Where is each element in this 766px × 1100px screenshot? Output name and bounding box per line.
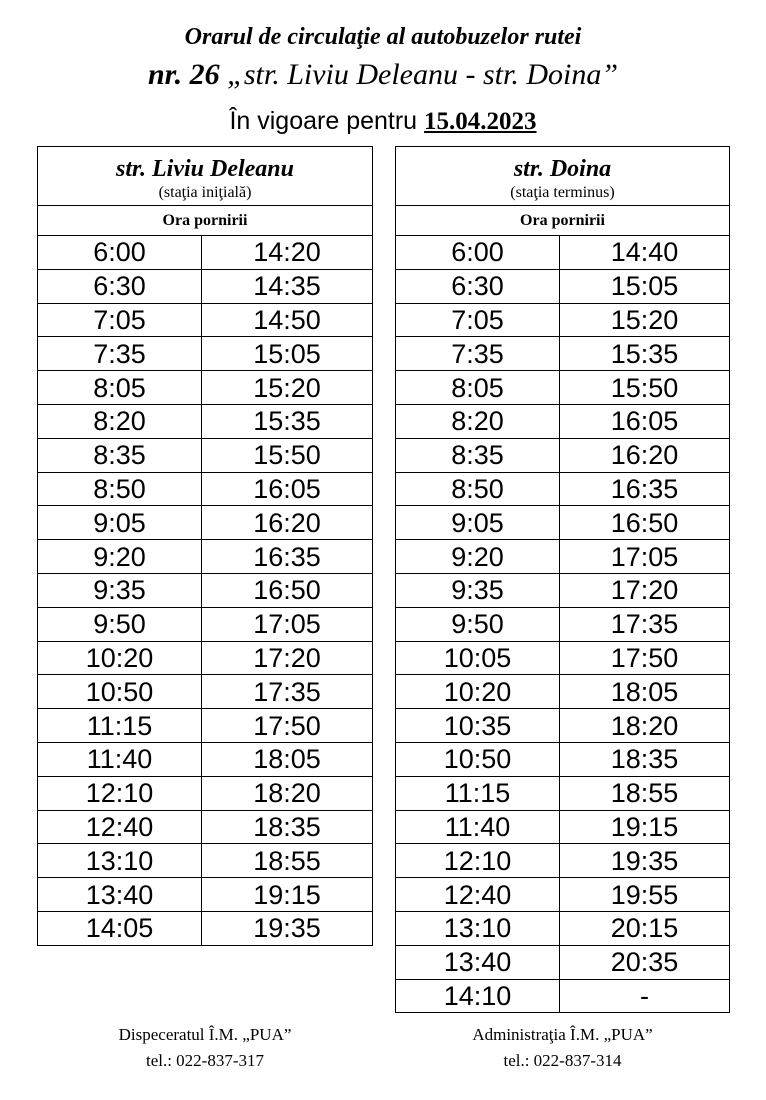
departure-time: 18:35 bbox=[202, 810, 373, 844]
departure-time: 15:05 bbox=[202, 337, 373, 371]
table-row bbox=[38, 337, 373, 371]
table-row bbox=[38, 641, 373, 675]
table-row bbox=[38, 371, 373, 405]
departure-time: 19:15 bbox=[560, 810, 730, 844]
departure-time: 8:20 bbox=[38, 404, 202, 438]
departure-time: 8:05 bbox=[396, 371, 560, 405]
departure-time: 13:10 bbox=[38, 844, 202, 878]
departure-time: 18:05 bbox=[560, 675, 730, 709]
table-row bbox=[396, 506, 730, 540]
table-row bbox=[396, 540, 730, 574]
departure-time: 8:35 bbox=[38, 438, 202, 472]
schedule-title: Orarul de circulaţie al autobuzelor rutei bbox=[184, 24, 582, 50]
departure-time: 8:50 bbox=[396, 472, 560, 506]
departure-time: 15:35 bbox=[560, 337, 730, 371]
validity-prefix: În vigoare pentru bbox=[229, 107, 418, 135]
table-row bbox=[396, 236, 730, 270]
departure-time: 9:50 bbox=[38, 607, 202, 641]
departure-time: 15:20 bbox=[560, 303, 730, 337]
departure-time: 17:05 bbox=[560, 540, 730, 574]
departure-time: 14:40 bbox=[560, 236, 730, 270]
table-row bbox=[38, 404, 373, 438]
departure-time: 20:35 bbox=[560, 945, 730, 979]
departure-time: 9:20 bbox=[38, 540, 202, 574]
left-station-header bbox=[38, 147, 373, 206]
departure-time: 12:40 bbox=[396, 878, 560, 912]
departure-time: 18:55 bbox=[202, 844, 373, 878]
departure-time: 18:20 bbox=[202, 776, 373, 810]
departure-time: 16:35 bbox=[560, 472, 730, 506]
departure-time: 6:00 bbox=[38, 236, 202, 270]
table-row bbox=[396, 675, 730, 709]
table-row bbox=[38, 810, 373, 844]
left-footer-office: Dispeceratul Î.M. „PUA” bbox=[118, 1025, 292, 1044]
table-row bbox=[38, 844, 373, 878]
table-row bbox=[38, 675, 373, 709]
route-title bbox=[0, 57, 766, 93]
departure-time: 15:50 bbox=[560, 371, 730, 405]
departure-time: 19:35 bbox=[202, 911, 373, 945]
table-row bbox=[396, 945, 730, 979]
departure-time: 11:40 bbox=[38, 742, 202, 776]
table-row bbox=[396, 911, 730, 945]
table-row bbox=[38, 236, 373, 270]
departure-time: 9:05 bbox=[38, 506, 202, 540]
departure-time: 18:05 bbox=[202, 742, 373, 776]
departure-time: 8:35 bbox=[396, 438, 560, 472]
departure-time: 8:50 bbox=[38, 472, 202, 506]
departure-time: 13:40 bbox=[396, 945, 560, 979]
departure-time: 17:50 bbox=[202, 709, 373, 743]
departure-time: 17:05 bbox=[202, 607, 373, 641]
departure-time: 15:05 bbox=[560, 269, 730, 303]
validity-line bbox=[0, 104, 766, 139]
table-row bbox=[396, 878, 730, 912]
right-station-type: (staţia terminus) bbox=[510, 184, 615, 201]
table-row bbox=[38, 472, 373, 506]
route-number: nr. 26 bbox=[147, 58, 220, 91]
departure-time: 14:05 bbox=[38, 911, 202, 945]
departure-time: 18:55 bbox=[560, 776, 730, 810]
departure-time: 14:20 bbox=[202, 236, 373, 270]
table-row bbox=[38, 303, 373, 337]
table-row bbox=[38, 776, 373, 810]
table-row bbox=[38, 269, 373, 303]
departure-time: 6:30 bbox=[38, 269, 202, 303]
departure-time: 12:10 bbox=[396, 844, 560, 878]
table-row bbox=[396, 641, 730, 675]
departure-time: 7:35 bbox=[38, 337, 202, 371]
departure-time: 6:00 bbox=[396, 236, 560, 270]
departure-time: 18:20 bbox=[560, 709, 730, 743]
departure-time: 16:35 bbox=[202, 540, 373, 574]
departure-time: 6:30 bbox=[396, 269, 560, 303]
table-row bbox=[396, 371, 730, 405]
departure-time: 16:20 bbox=[202, 506, 373, 540]
table-row bbox=[38, 911, 373, 945]
validity-date: 15.04.2023 bbox=[424, 108, 537, 135]
table-row bbox=[38, 506, 373, 540]
table-row bbox=[38, 540, 373, 574]
departure-time: 17:20 bbox=[560, 573, 730, 607]
table-row bbox=[396, 404, 730, 438]
table-row bbox=[38, 438, 373, 472]
departure-time: 9:05 bbox=[396, 506, 560, 540]
departure-time: 11:40 bbox=[396, 810, 560, 844]
left-footer-phone: tel.: 022-837-317 bbox=[145, 1051, 265, 1070]
left-departure-header: Ora pornirii bbox=[38, 206, 373, 236]
departure-time: 7:05 bbox=[396, 303, 560, 337]
departure-time: 17:20 bbox=[202, 641, 373, 675]
departure-time: - bbox=[560, 979, 730, 1013]
departure-time: 19:35 bbox=[560, 844, 730, 878]
departure-time: 16:50 bbox=[202, 573, 373, 607]
departure-time: 13:10 bbox=[396, 911, 560, 945]
table-row bbox=[396, 337, 730, 371]
table-row bbox=[38, 878, 373, 912]
right-departure-header: Ora pornirii bbox=[396, 206, 730, 236]
departure-time: 9:35 bbox=[396, 573, 560, 607]
right-timetable bbox=[395, 146, 730, 1013]
departure-time: 9:20 bbox=[396, 540, 560, 574]
departure-time: 17:50 bbox=[560, 641, 730, 675]
table-row bbox=[38, 742, 373, 776]
departure-time: 17:35 bbox=[560, 607, 730, 641]
left-station-name: str. Liviu Deleanu bbox=[115, 156, 295, 182]
departure-time: 19:55 bbox=[560, 878, 730, 912]
departure-time: 12:10 bbox=[38, 776, 202, 810]
right-footer-phone: tel.: 022-837-314 bbox=[503, 1051, 622, 1070]
table-row bbox=[396, 472, 730, 506]
departure-time: 8:05 bbox=[38, 371, 202, 405]
table-row bbox=[396, 709, 730, 743]
departure-time: 20:15 bbox=[560, 911, 730, 945]
departure-time: 16:05 bbox=[560, 404, 730, 438]
departure-time: 17:35 bbox=[202, 675, 373, 709]
table-row bbox=[396, 269, 730, 303]
departure-time: 10:20 bbox=[396, 675, 560, 709]
departure-time: 13:40 bbox=[38, 878, 202, 912]
departure-time: 10:50 bbox=[38, 675, 202, 709]
departure-time: 8:20 bbox=[396, 404, 560, 438]
right-footer-office: Administraţia Î.M. „PUA” bbox=[472, 1025, 653, 1044]
departure-time: 16:05 bbox=[202, 472, 373, 506]
departure-time: 14:10 bbox=[396, 979, 560, 1013]
departure-time: 19:15 bbox=[202, 878, 373, 912]
right-footer bbox=[395, 1022, 730, 1074]
table-row bbox=[396, 573, 730, 607]
table-row bbox=[396, 979, 730, 1013]
right-station-name: str. Doina bbox=[513, 156, 612, 182]
table-row bbox=[396, 303, 730, 337]
table-row bbox=[396, 607, 730, 641]
departure-time: 16:20 bbox=[560, 438, 730, 472]
departure-time: 15:35 bbox=[202, 404, 373, 438]
departure-time: 9:50 bbox=[396, 607, 560, 641]
departure-time: 16:50 bbox=[560, 506, 730, 540]
departure-time: 10:20 bbox=[38, 641, 202, 675]
departure-time: 11:15 bbox=[38, 709, 202, 743]
departure-time: 7:35 bbox=[396, 337, 560, 371]
departure-time: 9:35 bbox=[38, 573, 202, 607]
table-row bbox=[396, 844, 730, 878]
table-row bbox=[396, 776, 730, 810]
route-name: „str. Liviu Deleanu - str. Doina” bbox=[227, 58, 619, 91]
right-station-header bbox=[396, 147, 730, 206]
left-station-type: (staţia iniţială) bbox=[158, 184, 252, 201]
departure-time: 15:50 bbox=[202, 438, 373, 472]
departure-time: 14:35 bbox=[202, 269, 373, 303]
departure-time: 10:05 bbox=[396, 641, 560, 675]
left-footer bbox=[37, 1022, 373, 1074]
departure-time: 12:40 bbox=[38, 810, 202, 844]
departure-time: 11:15 bbox=[396, 776, 560, 810]
departure-time: 15:20 bbox=[202, 371, 373, 405]
left-timetable bbox=[37, 146, 373, 946]
table-row bbox=[396, 438, 730, 472]
table-row bbox=[38, 607, 373, 641]
table-row bbox=[396, 742, 730, 776]
departure-time: 18:35 bbox=[560, 742, 730, 776]
departure-time: 10:35 bbox=[396, 709, 560, 743]
departure-time: 7:05 bbox=[38, 303, 202, 337]
departure-time: 14:50 bbox=[202, 303, 373, 337]
departure-time: 10:50 bbox=[396, 742, 560, 776]
table-row bbox=[38, 573, 373, 607]
table-row bbox=[38, 709, 373, 743]
table-row bbox=[396, 810, 730, 844]
